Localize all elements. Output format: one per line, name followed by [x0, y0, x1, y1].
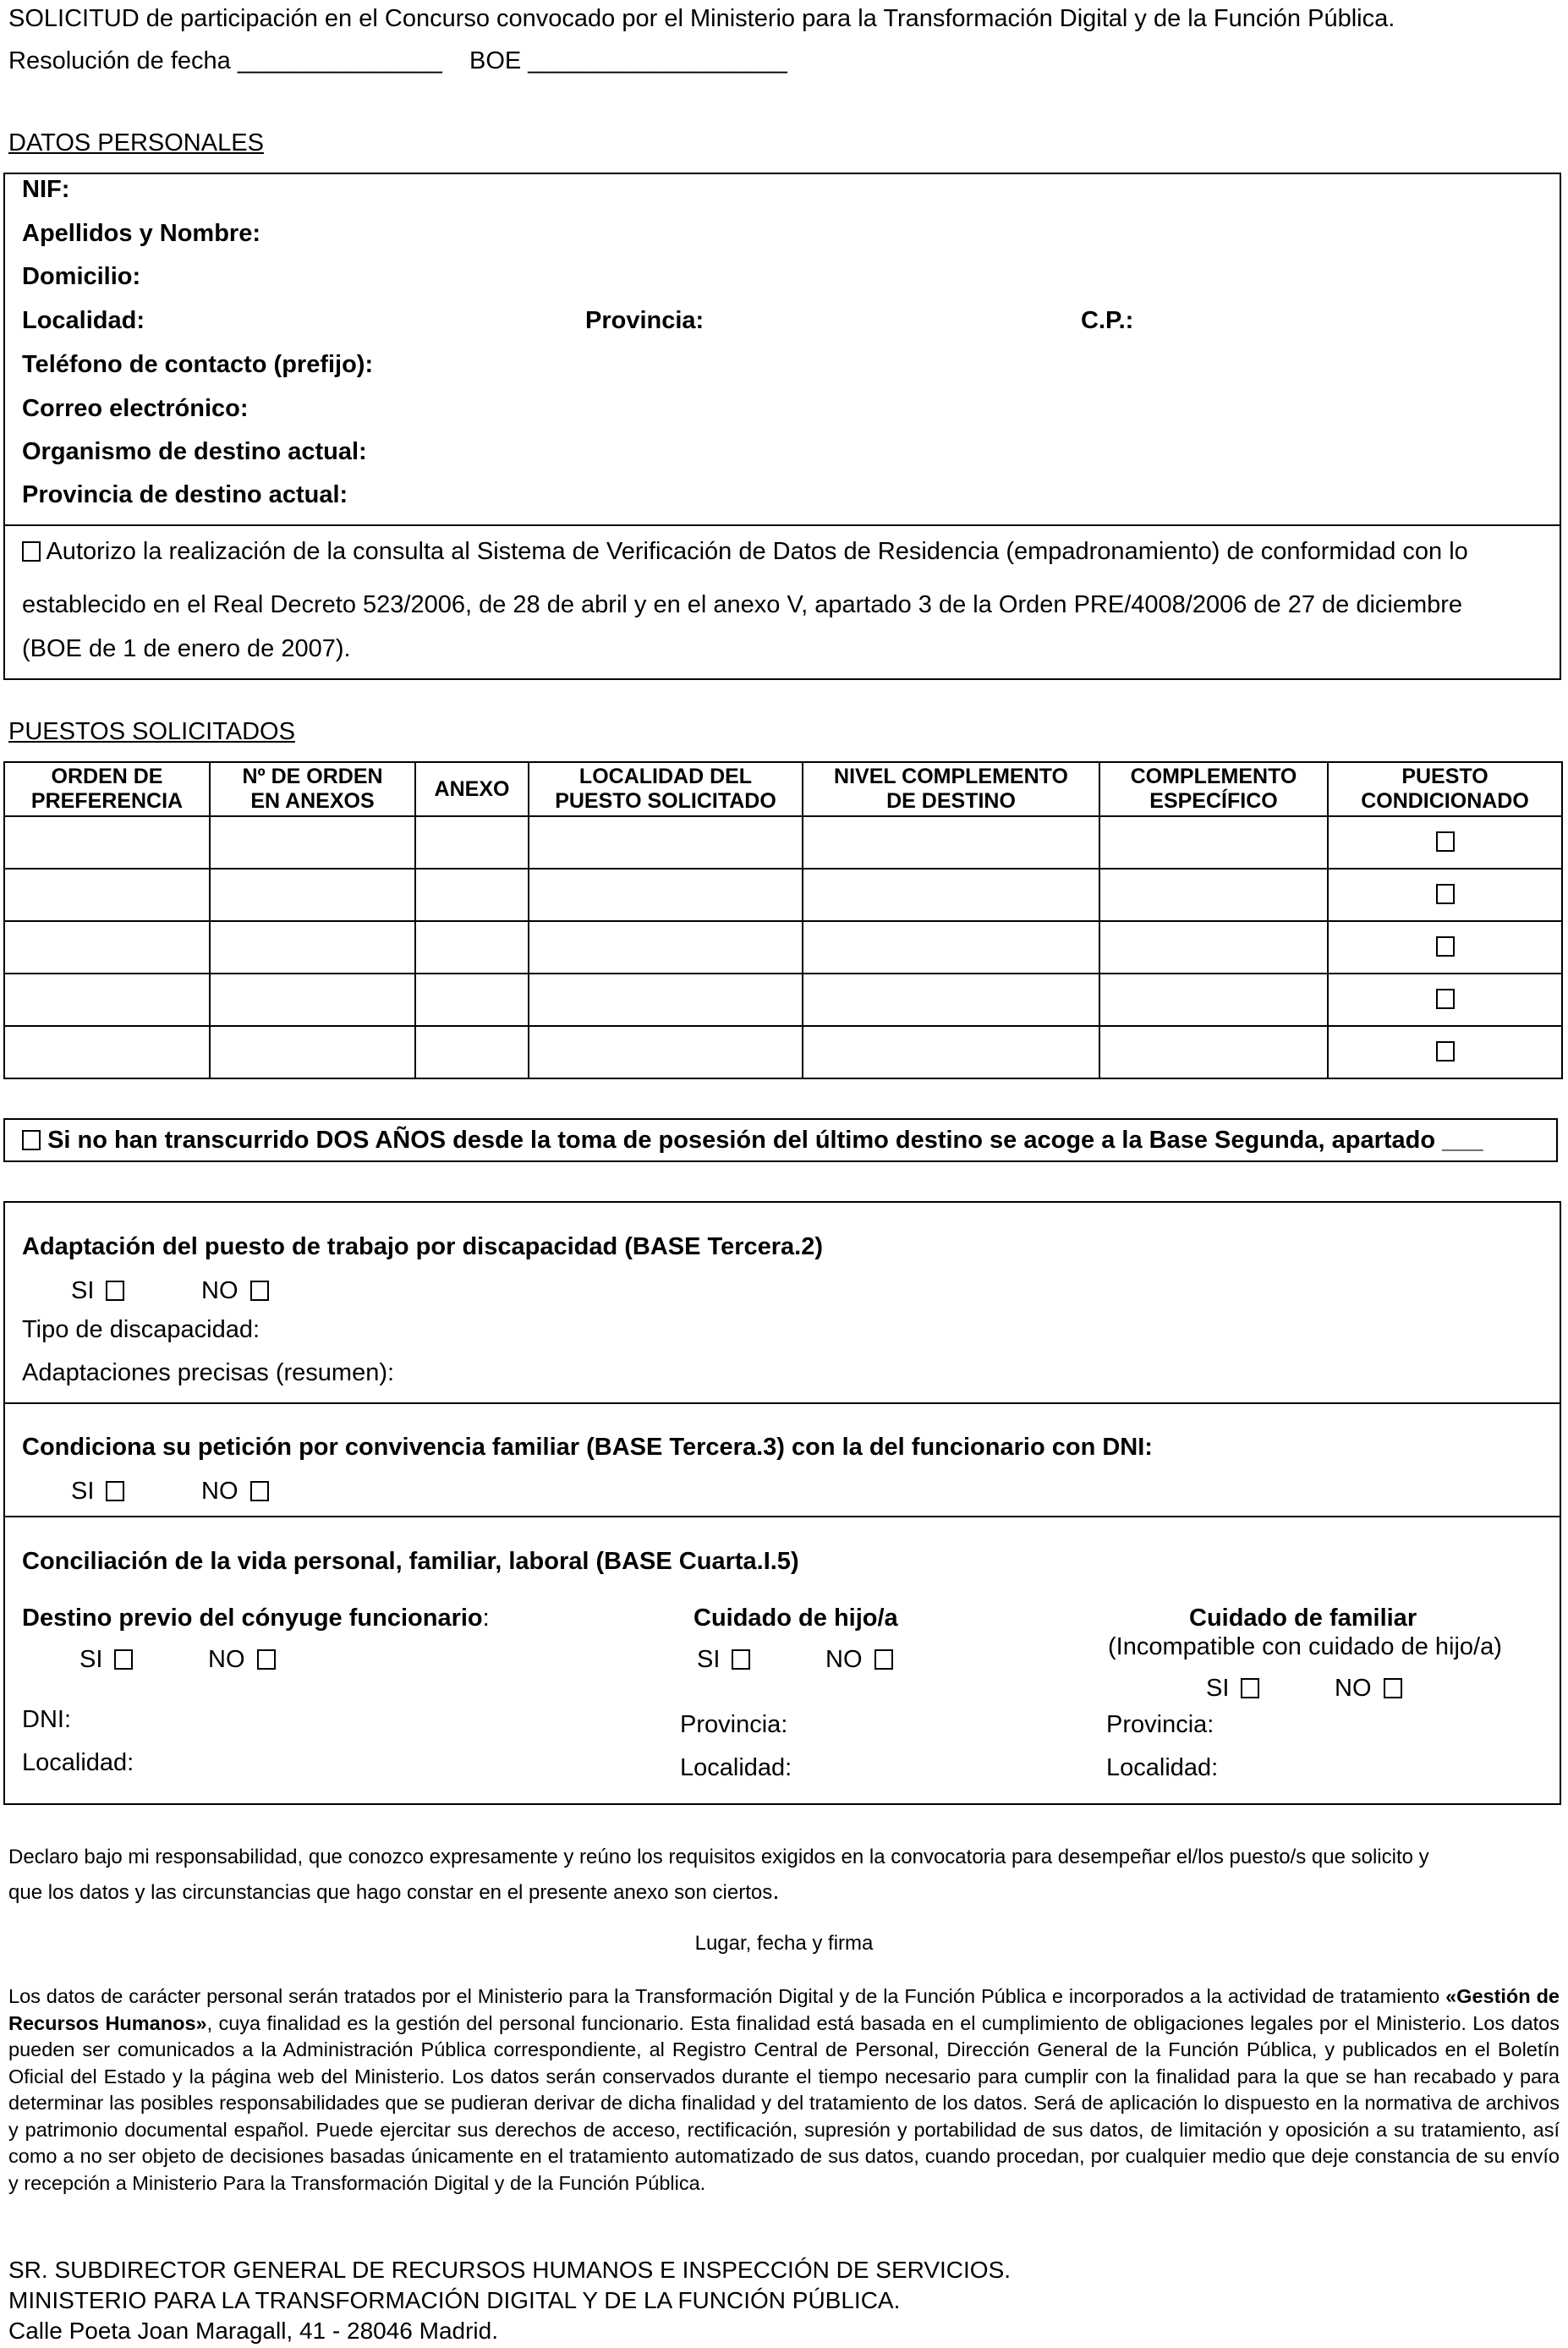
familiar-provincia-label: Provincia:: [1106, 1711, 1214, 1738]
col-complemento-especifico: COMPLEMENTO ESPECÍFICO: [1099, 762, 1328, 816]
col-nivel-complemento: NIVEL COMPLEMENTO DE DESTINO: [803, 762, 1099, 816]
autorizo-line-2: establecido en el Real Decreto 523/2006, de 28 de abril y en el anexo V, apartado 3 de la Orden PRE/4008/2006 de 27 de diciembre: [22, 591, 1463, 618]
hijo-provincia-label: Provincia:: [680, 1711, 788, 1738]
correo-label: Correo electrónico:: [22, 395, 249, 422]
familiar-no: [1335, 1675, 1402, 1703]
puestos-cell[interactable]: [4, 921, 210, 974]
puestos-row: [4, 816, 1562, 869]
autorizo-line-1: [22, 536, 1468, 567]
puestos-cell[interactable]: [4, 816, 210, 869]
provincia-destino-label: Provincia de destino actual:: [22, 481, 348, 508]
convivencia-si-label: SI: [71, 1478, 95, 1505]
divider: [5, 1516, 1560, 1517]
puestos-cell[interactable]: [529, 921, 803, 974]
puestos-cell[interactable]: [210, 816, 415, 869]
adaptacion-si: [71, 1277, 124, 1305]
familiar-si-checkbox[interactable]: [1241, 1678, 1259, 1698]
convivencia-si-checkbox[interactable]: [106, 1481, 124, 1501]
conyuge-si: [79, 1646, 133, 1674]
hijo-si-checkbox[interactable]: [732, 1649, 750, 1670]
puestos-cell[interactable]: [803, 869, 1099, 921]
destinatario: [8, 2255, 1011, 2346]
convivencia-no: [201, 1478, 269, 1506]
puesto-condicionado-checkbox[interactable]: [1436, 936, 1455, 957]
datos-personales-box: [3, 173, 1561, 680]
divider: [5, 524, 1560, 526]
localidad-label: Localidad:: [22, 307, 145, 334]
puestos-cell[interactable]: [529, 816, 803, 869]
adaptacion-si-checkbox[interactable]: [106, 1281, 124, 1301]
conyuge-title-text: Destino previo del cónyuge funcionario: [22, 1605, 483, 1632]
autorizo-line-3: (BOE de 1 de enero de 2007).: [22, 635, 351, 662]
convivencia-no-checkbox[interactable]: [250, 1481, 269, 1501]
conyuge-colon: :: [482, 1605, 490, 1632]
familiar-si-label: SI: [1206, 1675, 1230, 1702]
declaracion-line-2: [8, 1874, 1560, 1910]
puestos-cell[interactable]: [1099, 816, 1328, 869]
col-anexo: ANEXO: [415, 762, 529, 816]
destinatario-line-3: Calle Poeta Joan Maragall, 41 - 28046 Madrid.: [8, 2318, 499, 2344]
puestos-cell[interactable]: [4, 1026, 210, 1078]
familiar-no-label: NO: [1335, 1675, 1372, 1702]
familiar-no-checkbox[interactable]: [1384, 1678, 1402, 1698]
telefono-label: Teléfono de contacto (prefijo):: [22, 351, 374, 378]
apellidos-label: Apellidos y Nombre:: [22, 220, 260, 247]
col-orden-preferencia: ORDEN DE PREFERENCIA: [4, 762, 210, 816]
puestos-cell[interactable]: [803, 1026, 1099, 1078]
datos-personales-heading: DATOS PERSONALES: [8, 129, 264, 156]
puestos-cell[interactable]: [415, 921, 529, 974]
declaracion-line-2-text: que los datos y las circunstancias que hago constar en el presente anexo son ciertos: [8, 1881, 773, 1904]
proteccion-datos-notice: [8, 1983, 1560, 2197]
convivencia-si: [71, 1478, 124, 1506]
convivencia-title: Condiciona su petición por convivencia familiar (BASE Tercera.3) con la del funcionario con DNI:: [22, 1434, 1153, 1461]
col-localidad: LOCALIDAD DEL PUESTO SOLICITADO: [529, 762, 803, 816]
conciliacion-title: Conciliación de la vida personal, familiar, laboral (BASE Cuarta.I.5): [22, 1548, 799, 1575]
col-puesto-condicionado: PUESTO CONDICIONADO: [1328, 762, 1562, 816]
puestos-cell[interactable]: [210, 1026, 415, 1078]
legal-part-2: , cuya finalidad es la gestión del personal funcionario. Esta finalidad está basada en el cumplimiento de obligaciones legales por el Ministerio. Los datos pueden ser comunicados a la Administración Pública correspondiente, al Registro Central de Personal, Dirección General de la Función Pública, y publicados en el Boletín Oficial del Estado y la página web del Ministerio. Los datos serán conservados durante el tiempo necesario para cumplir con la finalidad para la que se han recabado y para determinar las posibles responsabilidades que se pudieran derivar de dicha finalidad y del tratamiento de los datos. Será de aplicación lo dispuesto en la normativa de archivos y patrimonio documental español. Puede ejercitar sus derechos de acceso, rectificación, supresión y portabilidad de sus datos, de limitación y oposición a su tratamiento, así como a no ser objeto de decisiones basadas únicamente en el tratamiento automatizado de sus datos, cuando procedan, por cualquier medio que deje constancia de su envío y recepción a Ministerio Para la Transformación Digital y de la Función Pública.: [8, 2011, 1560, 2194]
puestos-row: [4, 921, 1562, 974]
lugar-fecha-firma: Lugar, fecha y firma: [694, 1932, 874, 1955]
conyuge-localidad-label: Localidad:: [22, 1749, 134, 1776]
puesto-condicionado-checkbox[interactable]: [1436, 989, 1455, 1009]
tipo-discapacidad-label: Tipo de discapacidad:: [22, 1316, 260, 1343]
puesto-condicionado-checkbox[interactable]: [1436, 884, 1455, 904]
hijo-si: [697, 1646, 750, 1674]
conyuge-si-label: SI: [79, 1646, 103, 1673]
puestos-cell[interactable]: [529, 869, 803, 921]
cp-label: C.P.:: [1081, 307, 1134, 334]
puestos-cell[interactable]: [210, 869, 415, 921]
conyuge-no-checkbox[interactable]: [257, 1649, 276, 1670]
puestos-cell[interactable]: [803, 921, 1099, 974]
puestos-cell[interactable]: [210, 921, 415, 974]
situaciones-box: [3, 1201, 1561, 1805]
domicilio-label: Domicilio:: [22, 263, 141, 290]
hijo-no: [825, 1646, 893, 1674]
familiar-title: Cuidado de familiar: [1189, 1605, 1417, 1632]
puestos-row: [4, 1026, 1562, 1078]
organismo-label: Organismo de destino actual:: [22, 438, 367, 465]
legal-part-1: Los datos de carácter personal serán tratados por el Ministerio para la Transformación Digital y de la Función Pública e incorporados a la actividad de tratamiento: [8, 1985, 1446, 2007]
puesto-condicionado-cell[interactable]: [1328, 869, 1562, 921]
hijo-no-label: NO: [825, 1646, 863, 1673]
puestos-row: [4, 974, 1562, 1026]
form-title: SOLICITUD de participación en el Concurso convocado por el Ministerio para la Transformación Digital y de la Función Pública.: [8, 5, 1395, 32]
puestos-heading: PUESTOS SOLICITADOS: [8, 718, 295, 745]
adaptacion-si-label: SI: [71, 1277, 95, 1304]
adaptacion-no-checkbox[interactable]: [250, 1281, 269, 1301]
puestos-cell[interactable]: [1099, 974, 1328, 1026]
hijo-localidad-label: Localidad:: [680, 1754, 792, 1781]
adaptaciones-label: Adaptaciones precisas (resumen):: [22, 1359, 395, 1386]
puestos-cell[interactable]: [529, 1026, 803, 1078]
puestos-cell[interactable]: [415, 974, 529, 1026]
puestos-cell[interactable]: [4, 869, 210, 921]
conyuge-si-checkbox[interactable]: [114, 1649, 133, 1670]
puestos-cell[interactable]: [4, 974, 210, 1026]
puestos-cell[interactable]: [415, 1026, 529, 1078]
puestos-cell[interactable]: [529, 974, 803, 1026]
puestos-cell[interactable]: [415, 816, 529, 869]
hijo-si-label: SI: [697, 1646, 721, 1673]
familiar-localidad-label: Localidad:: [1106, 1754, 1219, 1781]
nif-label: NIF:: [22, 176, 70, 203]
puesto-condicionado-checkbox[interactable]: [1436, 831, 1455, 852]
puesto-condicionado-checkbox[interactable]: [1436, 1041, 1455, 1062]
divider: [5, 1402, 1560, 1404]
dos-anos-text: Si no han transcurrido DOS AÑOS desde la toma de posesión del último destino se acoge a la Base Segunda, apartado ___: [47, 1127, 1483, 1154]
puestos-cell[interactable]: [803, 974, 1099, 1026]
puestos-header-row: [4, 762, 1562, 816]
adaptacion-no: [201, 1277, 269, 1305]
adaptacion-title: Adaptación del puesto de trabajo por discapacidad (BASE Tercera.2): [22, 1233, 824, 1260]
conyuge-no-label: NO: [208, 1646, 245, 1673]
destinatario-line-2: MINISTERIO PARA LA TRANSFORMACIÓN DIGITAL Y DE LA FUNCIÓN PÚBLICA.: [8, 2287, 901, 2313]
conyuge-title: [22, 1605, 490, 1632]
familiar-note: (Incompatible con cuidado de hijo/a): [1108, 1633, 1502, 1660]
conyuge-no: [208, 1646, 276, 1674]
adaptacion-no-label: NO: [201, 1277, 238, 1304]
dos-anos-line: [22, 1125, 1483, 1155]
convivencia-no-label: NO: [201, 1478, 238, 1505]
puesto-condicionado-cell[interactable]: [1328, 921, 1562, 974]
puesto-condicionado-cell[interactable]: [1328, 1026, 1562, 1078]
resolucion-line: Resolución de fecha _______________ BOE ___________________: [8, 47, 787, 74]
puestos-row: [4, 869, 1562, 921]
puestos-cell[interactable]: [1099, 921, 1328, 974]
destinatario-line-1: SR. SUBDIRECTOR GENERAL DE RECURSOS HUMANOS E INSPECCIÓN DE SERVICIOS.: [8, 2257, 1012, 2283]
provincia-label: Provincia:: [585, 307, 705, 334]
puestos-table: [3, 761, 1563, 1079]
puesto-condicionado-cell[interactable]: [1328, 816, 1562, 869]
puestos-cell[interactable]: [1099, 869, 1328, 921]
declaracion-dot: .: [772, 1877, 780, 1905]
declaracion-line-1: Declaro bajo mi responsabilidad, que conozco expresamente y reúno los requisitos exigidos en la convocatoria para desempeñar el/los puesto/s que solicito y: [8, 1846, 1429, 1868]
dos-anos-checkbox[interactable]: [22, 1130, 41, 1150]
familiar-si: [1206, 1675, 1259, 1703]
puestos-cell[interactable]: [210, 974, 415, 1026]
hijo-no-checkbox[interactable]: [874, 1649, 893, 1670]
dos-anos-box: [3, 1118, 1558, 1162]
puestos-cell[interactable]: [415, 869, 529, 921]
puestos-cell[interactable]: [803, 816, 1099, 869]
hijo-title: Cuidado de hijo/a: [694, 1605, 898, 1632]
autorizo-checkbox[interactable]: [22, 541, 41, 562]
puestos-cell[interactable]: [1099, 1026, 1328, 1078]
declaracion: [8, 1841, 1560, 1910]
col-numero-orden: Nº DE ORDEN EN ANEXOS: [210, 762, 415, 816]
legal-activity-name: «Gestión de Recursos Humanos»: [8, 1985, 1560, 2034]
autorizo-text: Autorizo la realización de la consulta al Sistema de Verificación de Datos de Residencia (empadronamiento) de conformidad con lo: [46, 538, 1468, 565]
conyuge-dni-label: DNI:: [22, 1706, 71, 1733]
puesto-condicionado-cell[interactable]: [1328, 974, 1562, 1026]
